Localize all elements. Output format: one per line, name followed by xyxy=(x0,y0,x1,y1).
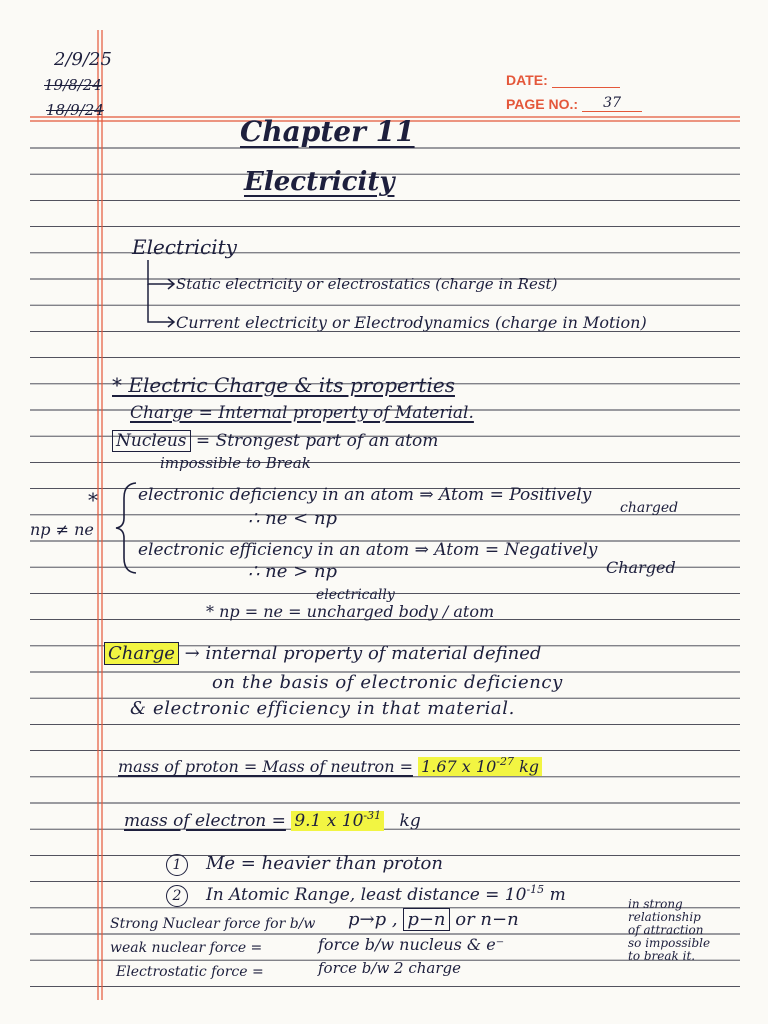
point-2-text: In Atomic Range, least distance = 10 xyxy=(206,885,527,905)
charge-def-text1: → internal property of material defined xyxy=(184,643,542,664)
proton-mass-line xyxy=(118,752,542,777)
brace-star: * xyxy=(88,488,98,512)
proton-mass-unit: kg xyxy=(519,757,540,776)
deficiency-tail: charged xyxy=(620,500,679,516)
page-no-value: 37 xyxy=(582,95,642,112)
strong-pair-pn: p−n xyxy=(403,908,449,931)
point-1-number: 1 xyxy=(166,854,188,876)
strong-force-label: Strong Nuclear force for b/w xyxy=(110,916,316,932)
point-1-text: Me = heavier than proton xyxy=(206,853,443,874)
deficiency-line: electronic deficiency in an atom ⇒ Atom = Positively xyxy=(138,485,592,505)
margin-date-3: 18/9/24 xyxy=(46,101,104,119)
point-2-unit: m xyxy=(549,885,566,905)
proton-mass-label: mass of proton = Mass of neutron = xyxy=(118,757,413,776)
strong-force-note xyxy=(628,898,710,963)
electrostatic-force-value: force b/w 2 charge xyxy=(318,959,462,977)
page-number-field xyxy=(506,95,642,112)
weak-force-value: force b/w nucleus & e⁻ xyxy=(318,935,505,954)
nucleus-line xyxy=(112,431,438,451)
charge-def-line3: & electronic efficiency in that material. xyxy=(130,698,515,719)
proton-mass-value xyxy=(418,757,542,776)
page-no-label: PAGE NO.: xyxy=(506,96,579,112)
weak-force-label: weak nuclear force = xyxy=(110,940,263,956)
efficiency-tail: Charged xyxy=(606,558,676,577)
electron-mass-value xyxy=(291,811,384,831)
date-field xyxy=(506,72,620,88)
np-equals-ne: * np = ne = uncharged body / atom xyxy=(206,602,495,621)
electron-mass-exponent: -31 xyxy=(363,809,382,822)
electrostatic-force-label: Electrostatic force = xyxy=(116,964,264,980)
electron-mass-line xyxy=(124,806,421,831)
proton-mass-exponent: -27 xyxy=(496,755,514,768)
tree-root: Electricity xyxy=(132,235,237,259)
brace-side-label: np ≠ ne xyxy=(30,520,94,539)
nucleus-text: = Strongest part of an atom xyxy=(195,431,439,451)
strong-note-5: to break it. xyxy=(628,949,696,963)
chapter-title: Chapter 11 xyxy=(240,115,415,148)
strong-note-2: relationship xyxy=(628,910,701,924)
margin-date-2: 19/8/24 xyxy=(44,76,102,94)
strong-pair-nn: or n−n xyxy=(455,909,519,930)
nucleus-note: impossible to Break xyxy=(160,454,311,472)
date-blank xyxy=(552,87,620,88)
topic-title: Electricity xyxy=(244,167,395,197)
strong-pair-pp: p→p , xyxy=(348,909,398,930)
point-1 xyxy=(166,854,443,876)
charge-term: Charge xyxy=(104,642,179,665)
date-label: DATE: xyxy=(506,72,548,88)
strong-note-4: so impossible xyxy=(628,936,711,950)
tree-branch-static: Static electricity or electrostatics (charge in Rest) xyxy=(176,275,558,293)
point-2-number: 2 xyxy=(166,885,188,907)
point-2-exponent: -15 xyxy=(526,883,545,896)
nucleus-term: Nucleus xyxy=(112,430,191,452)
strong-force-pairs xyxy=(348,910,519,930)
ne-less-np: ∴ ne < np xyxy=(248,508,338,529)
ne-greater-np: ∴ ne > np xyxy=(248,561,338,582)
electron-mass-unit: kg xyxy=(399,811,421,831)
charge-def-line1 xyxy=(104,644,541,664)
electrically-note: electrically xyxy=(316,587,395,603)
charge-definition: Charge = Internal property of Material. xyxy=(130,403,474,423)
tree-branch-arrows xyxy=(140,258,180,338)
charge-section-heading: * Electric Charge & its properties xyxy=(112,373,455,397)
strong-note-1: in strong xyxy=(628,897,683,911)
efficiency-line: electronic efficiency in an atom ⇒ Atom = Negatively xyxy=(138,540,598,560)
strong-note-3: of attraction xyxy=(628,923,704,937)
electron-mass-label: mass of electron = xyxy=(124,811,286,831)
proton-mass-number: 1.67 x 10 xyxy=(421,757,497,776)
tree-branch-current: Current electricity or Electrodynamics (charge in Motion) xyxy=(176,313,647,332)
electron-mass-number: 9.1 x 10 xyxy=(294,811,364,831)
curly-brace xyxy=(114,480,140,576)
margin-date-1: 2/9/25 xyxy=(54,49,112,70)
point-2 xyxy=(166,880,566,907)
charge-def-line2: on the basis of electronic deficiency xyxy=(212,672,563,693)
